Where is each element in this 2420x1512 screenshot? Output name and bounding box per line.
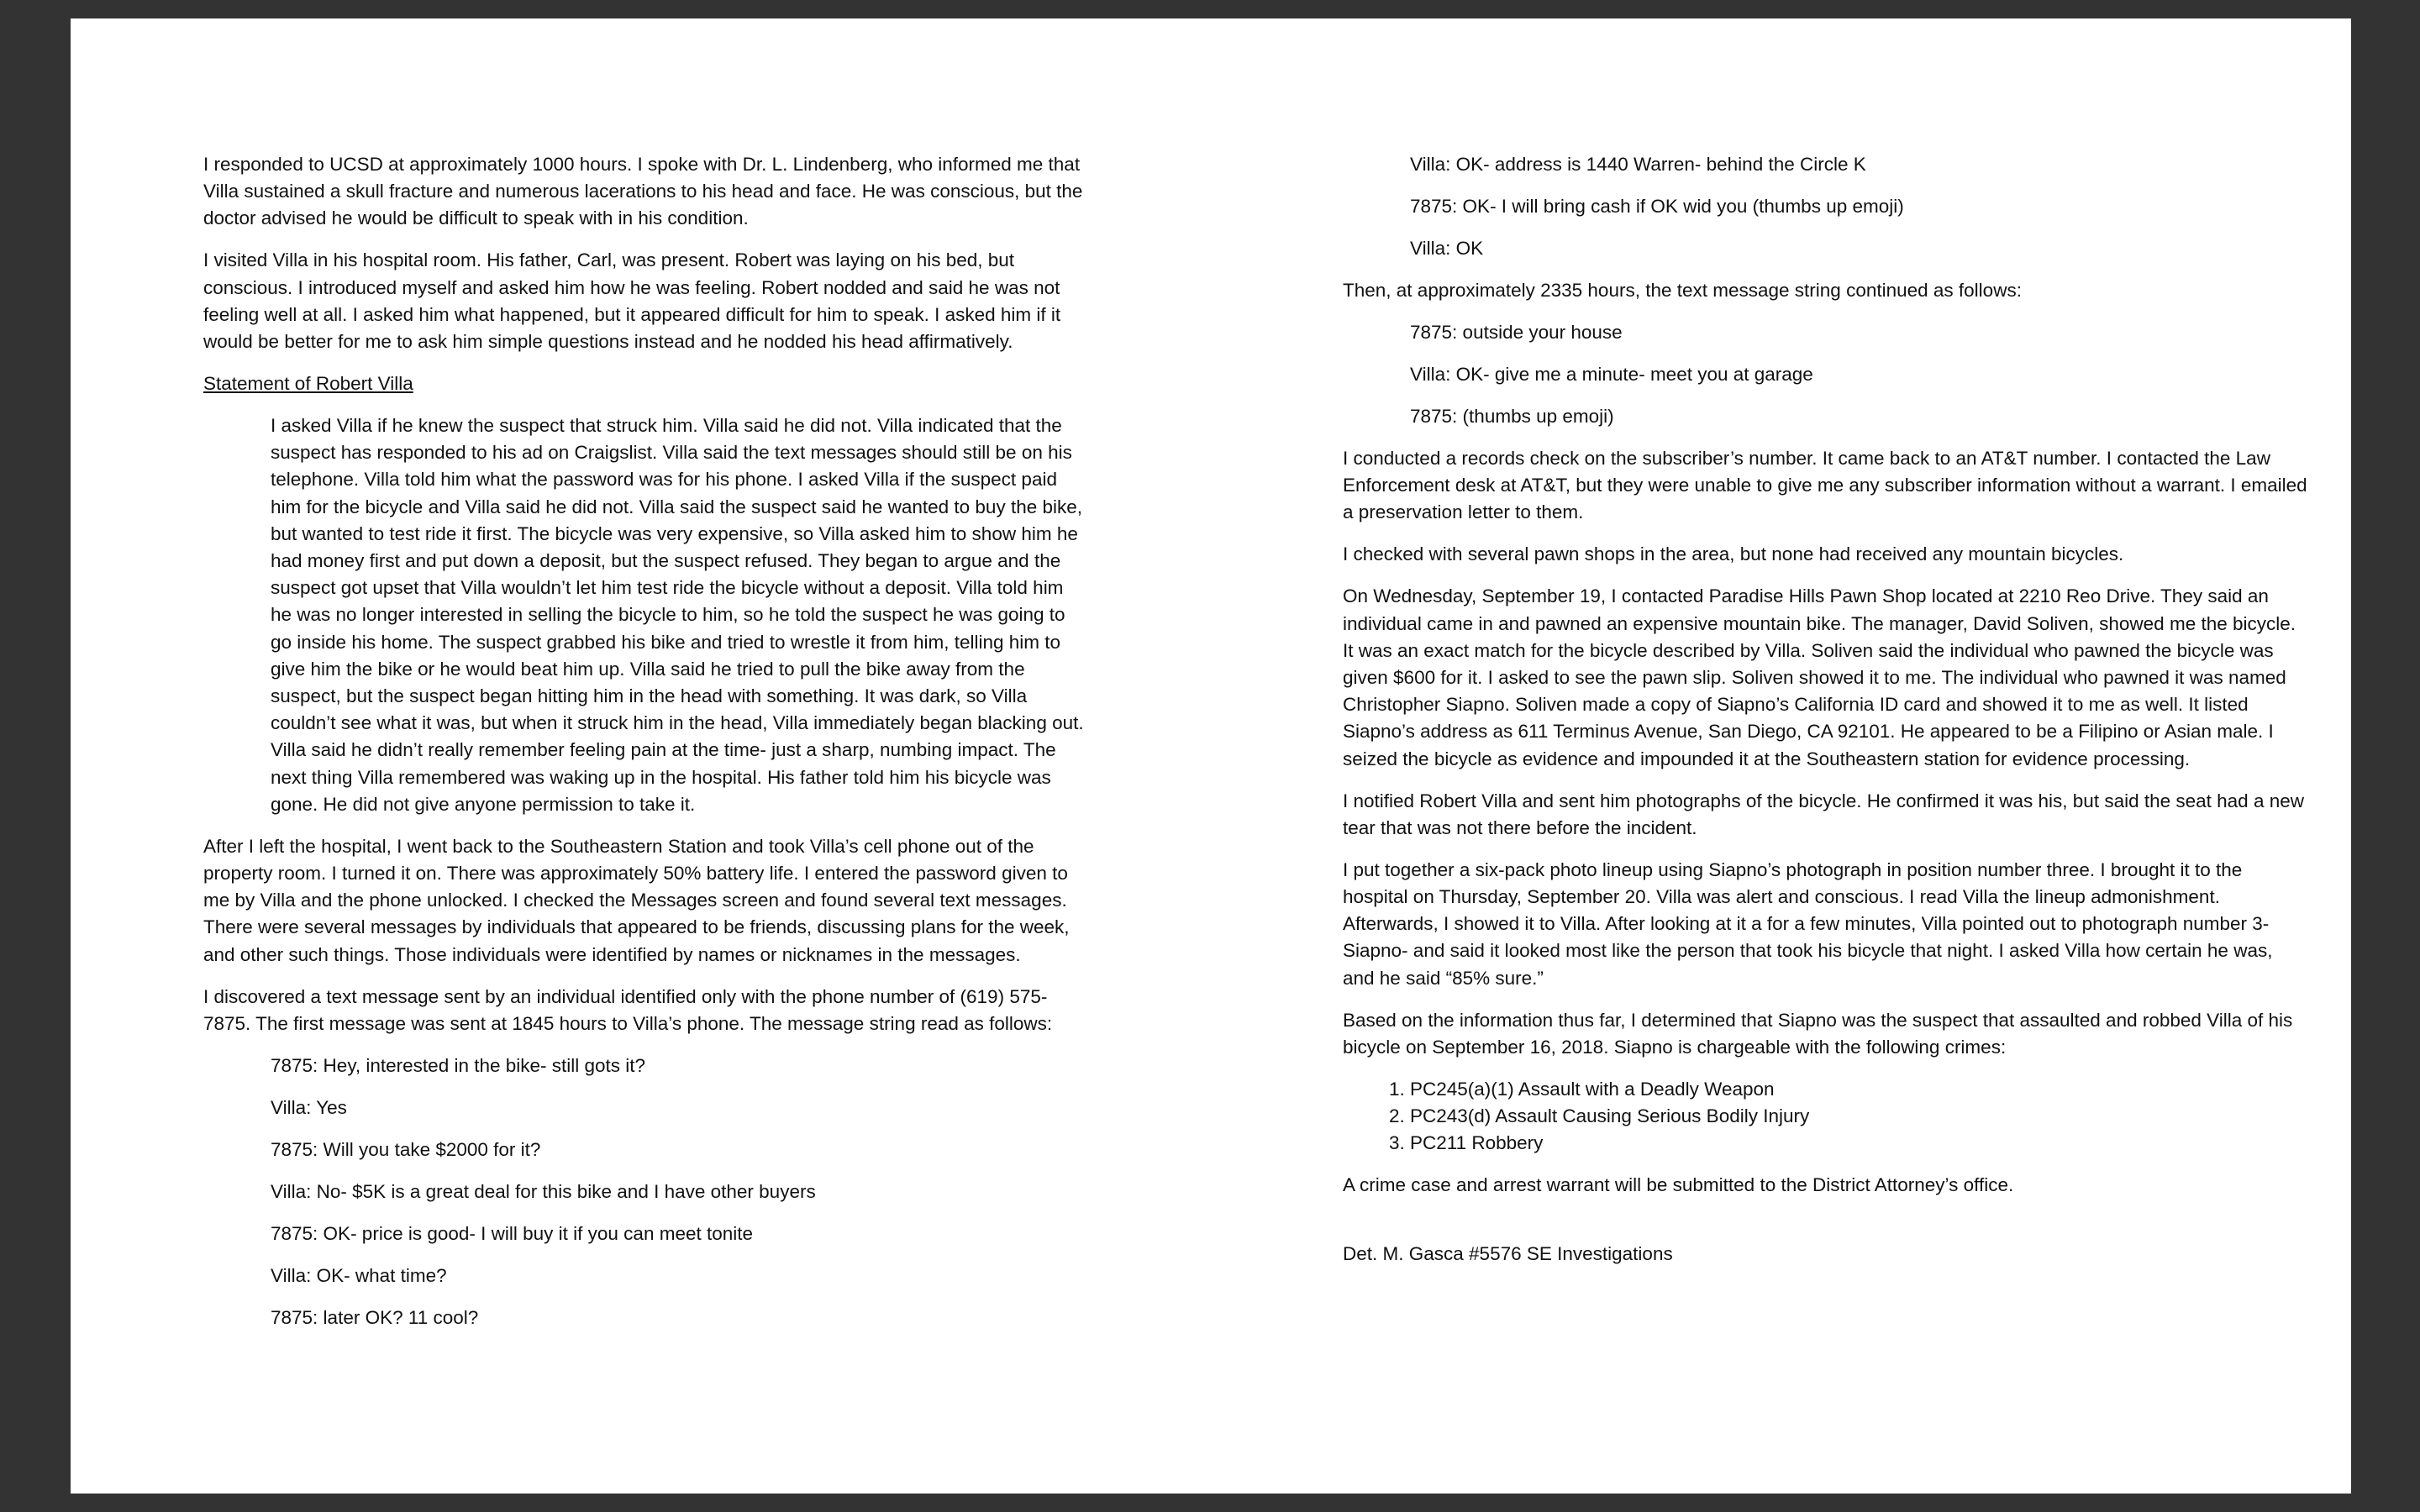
paragraph-text-discovery: I discovered a text message sent by an individual identified only with the phone number of (619) 575-7875. The first message was sent at 1845 hours to Villa’s phone. The message string read as follows: [203,985,1053,1034]
paragraph-notified-villa: I notified Robert Villa and sent him photographs of the bicycle. He confirmed it was his, but said the seat had a new tear that was not there before the incident. [1343,790,2304,838]
crime-item: 1. PC245(a)(1) Assault with a Deadly Weapon [1410,1076,2309,1103]
message-line: 7875: OK- price is good- I will buy it if you can meet tonite [271,1222,754,1244]
paragraph-determination: Based on the information thus far, I determined that Siapno was the suspect that assaulted and robbed Villa of his bicycle on September 16, 2018. Siapno is chargeable with the following crimes: [1343,1009,2293,1058]
message-line: Villa: Yes [271,1096,347,1118]
message-line: Villa: OK- give me a minute- meet you at garage [1410,364,1813,385]
message-line: 7875: Will you take $2000 for it? [271,1138,541,1160]
message-line: 7875: later OK? 11 cool? [271,1306,479,1328]
statement-body: I asked Villa if he knew the suspect that struck him. Villa said he did not. Villa indicated that the suspect has responded to his ad on Craigslist. Villa said the text messages should still be on his telephone. Villa told him what the password was for his phone. I asked Villa if the suspect paid him for the bicycle and Villa said he did not. Villa said the suspect said he wanted to buy the bike, but wanted to test ride it first. The bicycle was very expensive, so Villa asked him to show him he had money first and put down a deposit, but the suspect refused. They began to argue and the suspect got upset that Villa wouldn’t let him test ride the bicycle without a deposit. Villa told him he was no longer interested in selling the bicycle to him, so he told the suspect he was going to go inside his home. The suspect grabbed his bike and tried to wrestle it from him, telling him to give him the bike or he would beat him up. Villa said he tried to pull the bike away from the suspect, but the suspect began hitting him in the head with something. It was dark, so Villa couldn’t see what it was, but when it struck him in the head, Villa immediately began blacking out. Villa said he didn’t really remember feeling pain at the time- just a sharp, numbing impact. The next thing Villa remembered was waking up in the hospital. His father told him his bicycle was gone. He did not give anyone permission to take it. [271,415,1084,815]
right-column [1343,151,2309,1283]
left-column [203,151,1086,1347]
statement-heading: Statement of Robert Villa [203,373,413,395]
paragraph-photo-lineup: I put together a six-pack photo lineup using Siapno’s photograph in position number three. I brought it to the hospital on Thursday, September 20. Villa was alert and conscious. I read Villa the lineup admonishment. Afterwards, I showed it to Villa. After looking at it a for a few minutes, Villa pointed out to photograph number 3- Siapno- and said it looked most like the person that took his bicycle that night. I asked Villa how certain he was, and he said “85% sure.” [1343,858,2273,989]
message-line: Villa: OK [1410,238,1484,259]
paragraph-phone-check: After I left the hospital, I went back to the Southeastern Station and took Villa’s cell phone out of the property room. I turned it on. There was approximately 50% battery life. I entered the password given to me by Villa and the phone unlocked. I checked the Messages screen and found several text messages. There were several messages by individuals that appeared to be friends, discussing plans for the week, and other such things. Those individuals were identified by names or nicknames in the messages. [203,835,1070,965]
paragraph-pawn-shops: I checked with several pawn shops in the area, but none had received any mountain bicycles. [1343,543,2124,565]
signature: Det. M. Gasca #5576 SE Investigations [1343,1243,1673,1265]
document-page [71,18,2351,1494]
message-line: Villa: OK- what time? [271,1264,447,1286]
message-line: 7875: Hey, interested in the bike- still gots it? [271,1054,646,1076]
paragraph-hospital-visit: I visited Villa in his hospital room. His father, Carl, was present. Robert was laying on his bed, but conscious. I introduced myself and asked him how he was feeling. Robert nodded and said he was not feeling well at all. I asked him what happened, but it appeared difficult for him to speak. I asked him if it would be better for me to ask him simple questions instead and he nodded his head affirmatively. [203,249,1061,353]
paragraph-submission: A crime case and arrest warrant will be submitted to the District Attorney’s office. [1343,1174,2014,1196]
crimes-list [1343,1076,2309,1158]
message-line: Villa: OK- address is 1440 Warren- behind the Circle K [1410,154,1866,175]
crime-item: 2. PC243(d) Assault Causing Serious Bodily Injury [1410,1103,2309,1130]
message-line: Villa: No- $5K is a great deal for this bike and I have other buyers [271,1180,816,1202]
message-line: 7875: (thumbs up emoji) [1410,406,1614,427]
paragraph-paradise-hills: On Wednesday, September 19, I contacted Paradise Hills Pawn Shop located at 2210 Reo Drive. They said an individual came in and pawned an expensive mountain bike. The manager, David Soliven, showed me the bicycle. It was an exact match for the bicycle described by Villa. Soliven said the individual who pawned the bicycle was given $600 for it. I asked to see the pawn slip. Soliven showed it to me. The individual who pawned it was named Christopher Siapno. Soliven made a copy of Siapno’s California ID card and showed it to me as well. It listed Siapno’s address as 611 Terminus Avenue, San Diego, CA 92101. He appeared to be a Filipino or Asian male. I seized the bicycle as evidence and impounded it at the Southeastern station for evidence processing. [1343,585,2296,769]
paragraph-doctor: I responded to UCSD at approximately 1000 hours. I spoke with Dr. L. Lindenberg, who informed me that Villa sustained a skull fracture and numerous lacerations to his head and face. He was conscious, but the doctor advised he would be difficult to speak with in his condition. [203,154,1083,229]
message-line: 7875: OK- I will bring cash if OK wid you (thumbs up emoji) [1410,196,1904,217]
crime-item: 3. PC211 Robbery [1410,1130,2309,1157]
paragraph-records-check: I conducted a records check on the subscriber’s number. It came back to an AT&T number. I contacted the Law Enforcement desk at AT&T, but they were unable to give me any subscriber information without a warrant. I emailed a preservation letter to them. [1343,448,2307,523]
paragraph-2335-intro: Then, at approximately 2335 hours, the text message string continued as follows: [1343,280,2022,301]
message-line: 7875: outside your house [1410,322,1623,343]
